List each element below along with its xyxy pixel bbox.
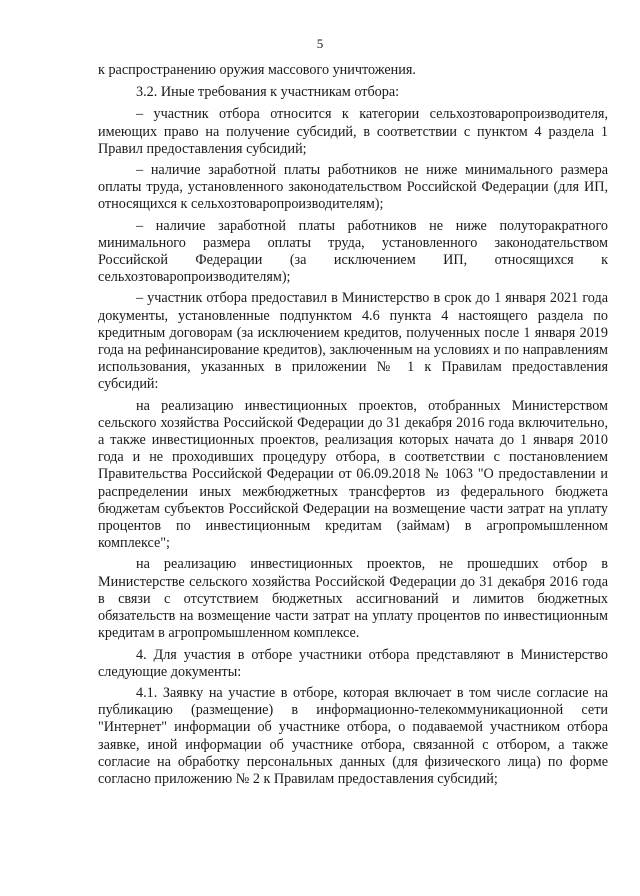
paragraph-section-4-1: 4.1. Заявку на участие в отборе, которая включает в том числе согласие на публикацию (размещение) в информационно-телекоммуникационной сети "Интернет" информации об участнике отбора, о подаваемой участником отбора заявке, иной информации об участнике отбора, связанной с отбором, а также согласие на обработку персональных данных (для физического лица) по форме согласно приложению № 2 к Правилам предоставления субсидий; [98,684,608,787]
paragraph-section-4: 4. Для участия в отборе участники отбора представляют в Министерство следующие документы: [98,646,608,680]
paragraph-investment-projects-not-selected: на реализацию инвестиционных проектов, не прошедших отбор в Министерстве сельского хозяйства Российской Федерации до 31 декабря 2016 года в связи с отсутствием бюджетных ассигнований и лимитов бюджетных обязательств на возмещение части затрат на уплату процентов по инвестиционным кредитам в агропромышленном комплексе. [98,556,608,642]
document-body [98,62,608,792]
page-number: 5 [316,36,324,51]
paragraph-requirement-min-wage: – наличие заработной платы работников не ниже минимального размера оплаты труда, установленного законодательством Российской Федерации (для ИП, относящихся к сельхозтоваропроизводителям); [98,162,608,213]
paragraph-requirement-1-5-min-wage: – наличие заработной платы работников не ниже полуторакратного минимального размера оплаты труда, установленного законодательством Российской Федерации (за исключением ИП, относящихся к сельхозтоваропроизводителям); [98,217,608,286]
paragraph-requirement-documents: – участник отбора предоставил в Министерство в срок до 1 января 2021 года документы, установленные подпунктом 4.6 пункта 4 настоящего раздела по кредитным договорам (за исключением кредитов, полученных после 1 января 2019 года на рефинансирование кредитов), заключенным на условиях и по направлениям использования, указанных в приложении № 1 к Правилам предоставления субсидий: [98,290,608,393]
paragraph-section-3-2: 3.2. Иные требования к участникам отбора: [136,84,400,101]
paragraph-requirement-category: – участник отбора относится к категории сельхозтоваропроизводителя, имеющих право на получение субсидий, в соответствии с пунктом 4 раздела 1 Правил предоставления субсидий; [98,106,608,157]
paragraph-investment-projects-selected: на реализацию инвестиционных проектов, отобранных Министерством сельского хозяйства Российской Федерации до 31 декабря 2016 года включительно, а также инвестиционных проектов, реализация которых начата до 1 января 2010 года и не проходивших процедуру отбора, в соответствии с постановлением Правительства Российской Федерации от 06.09.2018 № 1063 "О предоставлении и распределении иных межбюджетных трансфертов из федерального бюджета бюджетам субъектов Российской Федерации на возмещение части затрат на уплату процентов по инвестиционным кредитам (займам) в агропромышленном комплексе"; [98,397,608,552]
paragraph-continuation: к распространению оружия массового уничтожения. [98,62,416,78]
